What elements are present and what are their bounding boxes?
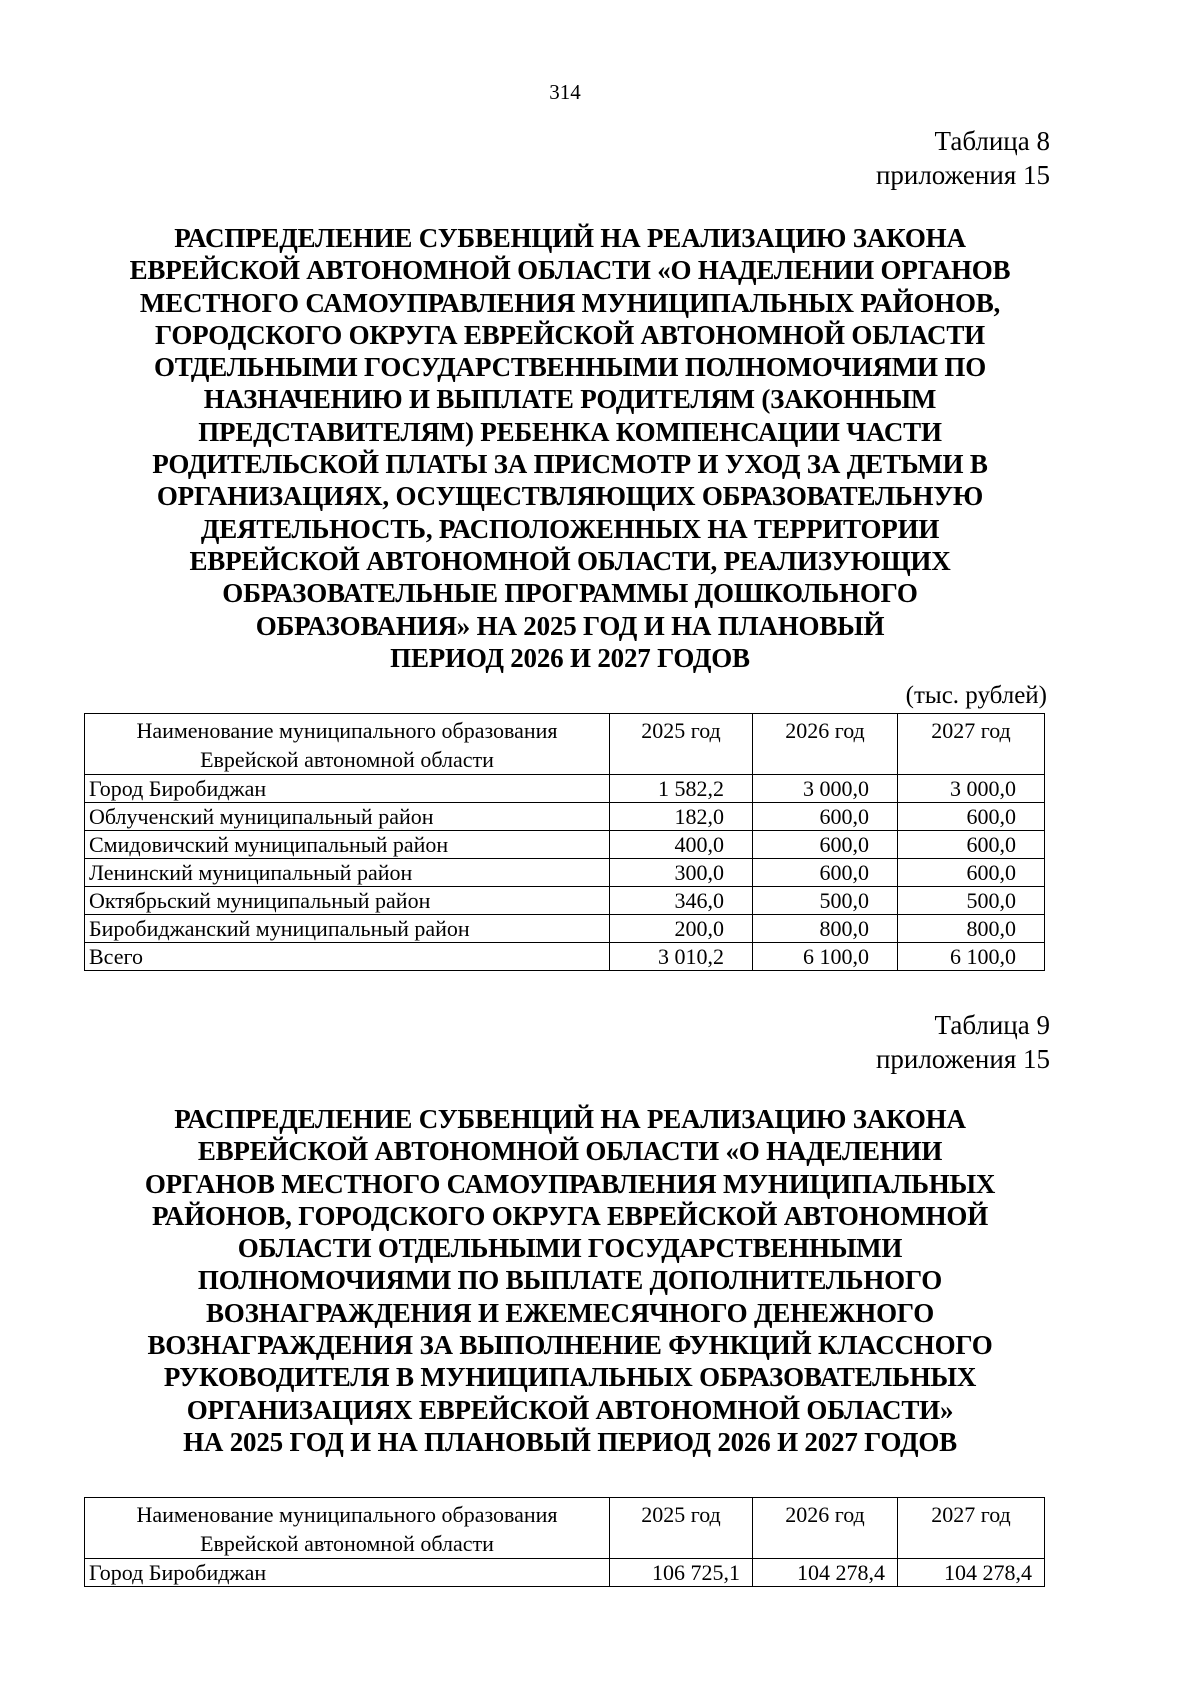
table-row xyxy=(85,803,1045,831)
table-row xyxy=(85,915,1045,943)
title-line: ОТДЕЛЬНЫМИ ГОСУДАРСТВЕННЫМИ ПОЛНОМОЧИЯМИ ПО xyxy=(153,352,987,383)
title-line: ОБРАЗОВАНИЯ» НА 2025 ГОД И НА ПЛАНОВЫЙ xyxy=(255,610,885,641)
header-name-line2: Еврейской автономной области xyxy=(200,747,494,772)
table-row xyxy=(85,831,1045,859)
row-2027: 104 278,4 xyxy=(898,1559,1045,1587)
table9-caption-line1: Таблица 9 xyxy=(934,1010,1050,1040)
header-name-cell xyxy=(85,714,610,775)
table-row xyxy=(85,1559,1045,1587)
row-2025: 1 582,2 xyxy=(610,775,753,803)
title-line: НАЗНАЧЕНИЮ И ВЫПЛАТЕ РОДИТЕЛЯМ (ЗАКОННЫМ xyxy=(203,384,937,415)
table9-caption-line2: приложения 15 xyxy=(875,1044,1050,1074)
table8-grid xyxy=(84,713,1045,971)
title-line: ГОРОДСКОГО ОКРУГА ЕВРЕЙСКОЙ АВТОНОМНОЙ ОБЛАСТИ xyxy=(155,319,985,350)
header-2027: 2027 год xyxy=(898,714,1045,775)
header-name-cell xyxy=(85,1498,610,1559)
row-name: Ленинский муниципальный район xyxy=(85,859,610,887)
row-2026: 3 000,0 xyxy=(753,775,898,803)
table-total-row xyxy=(85,943,1045,971)
row-name: Смидовичский муниципальный район xyxy=(85,831,610,859)
row-2025: 3 010,2 xyxy=(610,943,753,971)
title-line: ЕВРЕЙСКОЙ АВТОНОМНОЙ ОБЛАСТИ «О НАДЕЛЕНИИ xyxy=(197,1136,943,1167)
title-line: РАЙОНОВ, ГОРОДСКОГО ОКРУГА ЕВРЕЙСКОЙ АВТОНОМНОЙ xyxy=(151,1200,989,1231)
title-line: ОРГАНИЗАЦИЯХ, ОСУЩЕСТВЛЯЮЩИХ ОБРАЗОВАТЕЛЬНУЮ xyxy=(156,481,984,512)
row-name: Город Биробиджан xyxy=(85,1559,610,1587)
title-line: РАСПРЕДЕЛЕНИЕ СУБВЕНЦИЙ НА РЕАЛИЗАЦИЮ ЗАКОНА xyxy=(174,223,966,253)
title-line: ДЕЯТЕЛЬНОСТЬ, РАСПОЛОЖЕННЫХ НА ТЕРРИТОРИИ xyxy=(200,513,940,544)
header-2026: 2026 год xyxy=(753,714,898,775)
table8-title xyxy=(90,222,1050,674)
row-2025: 400,0 xyxy=(610,831,753,859)
title-line: МЕСТНОГО САМОУПРАВЛЕНИЯ МУНИЦИПАЛЬНЫХ РАЙОНОВ, xyxy=(139,287,1001,318)
title-line: РОДИТЕЛЬСКОЙ ПЛАТЫ ЗА ПРИСМОТР И УХОД ЗА ДЕТЬМИ В xyxy=(152,449,988,480)
table8-unit-label: (тыс. рублей) xyxy=(905,682,1047,709)
row-name: Город Биробиджан xyxy=(85,775,610,803)
title-line: РАСПРЕДЕЛЕНИЕ СУБВЕНЦИЙ НА РЕАЛИЗАЦИЮ ЗАКОНА xyxy=(174,1104,966,1134)
table9-title xyxy=(90,1103,1050,1458)
row-name: Всего xyxy=(85,943,610,971)
row-2027: 600,0 xyxy=(898,859,1045,887)
title-line: ОРГАНОВ МЕСТНОГО САМОУПРАВЛЕНИЯ МУНИЦИПАЛЬНЫХ xyxy=(144,1168,996,1199)
row-2027: 600,0 xyxy=(898,803,1045,831)
row-2027: 500,0 xyxy=(898,887,1045,915)
header-name-line1: Наименование муниципального образования xyxy=(136,1502,558,1527)
title-line: ПРЕДСТАВИТЕЛЯМ) РЕБЕНКА КОМПЕНСАЦИИ ЧАСТИ xyxy=(198,416,942,447)
row-2027: 800,0 xyxy=(898,915,1045,943)
title-line: ЕВРЕЙСКОЙ АВТОНОМНОЙ ОБЛАСТИ, РЕАЛИЗУЮЩИХ xyxy=(189,545,951,576)
row-2026: 600,0 xyxy=(753,831,898,859)
table-row xyxy=(85,887,1045,915)
table8-caption-line2: приложения 15 xyxy=(875,160,1050,190)
row-name: Облученский муниципальный район xyxy=(85,803,610,831)
row-name: Октябрьский муниципальный район xyxy=(85,887,610,915)
table9-caption xyxy=(876,1008,1050,1076)
table9-grid xyxy=(84,1497,1045,1587)
header-2025: 2025 год xyxy=(610,1498,753,1559)
title-line: ВОЗНАГРАЖДЕНИЯ ЗА ВЫПОЛНЕНИЕ ФУНКЦИЙ КЛАССНОГО xyxy=(147,1330,993,1361)
header-name-line1: Наименование муниципального образования xyxy=(136,718,558,743)
row-2027: 6 100,0 xyxy=(898,943,1045,971)
title-line: ПЕРИОД 2026 И 2027 ГОДОВ xyxy=(390,642,750,673)
row-2026: 500,0 xyxy=(753,887,898,915)
title-line: НА 2025 ГОД И НА ПЛАНОВЫЙ ПЕРИОД 2026 И 2027 ГОДОВ xyxy=(183,1426,957,1457)
table-header-row xyxy=(85,714,1045,775)
title-line: ОРГАНИЗАЦИЯХ ЕВРЕЙСКОЙ АВТОНОМНОЙ ОБЛАСТИ» xyxy=(186,1394,954,1425)
header-2025: 2025 год xyxy=(610,714,753,775)
header-2026: 2026 год xyxy=(753,1498,898,1559)
row-2026: 104 278,4 xyxy=(753,1559,898,1587)
row-name: Биробиджанский муниципальный район xyxy=(85,915,610,943)
header-2027: 2027 год xyxy=(898,1498,1045,1559)
page-number: 314 xyxy=(549,80,581,104)
row-2026: 600,0 xyxy=(753,803,898,831)
row-2025: 346,0 xyxy=(610,887,753,915)
row-2026: 800,0 xyxy=(753,915,898,943)
title-line: ЕВРЕЙСКОЙ АВТОНОМНОЙ ОБЛАСТИ «О НАДЕЛЕНИИ ОРГАНОВ xyxy=(129,255,1011,286)
row-2027: 600,0 xyxy=(898,831,1045,859)
row-2025: 182,0 xyxy=(610,803,753,831)
table-row xyxy=(85,859,1045,887)
row-2026: 600,0 xyxy=(753,859,898,887)
row-2027: 3 000,0 xyxy=(898,775,1045,803)
title-line: ОБРАЗОВАТЕЛЬНЫЕ ПРОГРАММЫ ДОШКОЛЬНОГО xyxy=(222,578,918,609)
row-2025: 200,0 xyxy=(610,915,753,943)
title-line: ПОЛНОМОЧИЯМИ ПО ВЫПЛАТЕ ДОПОЛНИТЕЛЬНОГО xyxy=(197,1265,943,1296)
header-name-line2: Еврейской автономной области xyxy=(200,1531,494,1556)
table8-caption xyxy=(876,124,1050,192)
row-2025: 106 725,1 xyxy=(610,1559,753,1587)
title-line: ВОЗНАГРАЖДЕНИЯ И ЕЖЕМЕСЯЧНОГО ДЕНЕЖНОГО xyxy=(205,1297,935,1328)
title-line: ОБЛАСТИ ОТДЕЛЬНЫМИ ГОСУДАРСТВЕННЫМИ xyxy=(237,1233,903,1264)
table8-caption-line1: Таблица 8 xyxy=(934,126,1050,156)
table-row xyxy=(85,775,1045,803)
row-2025: 300,0 xyxy=(610,859,753,887)
table-header-row xyxy=(85,1498,1045,1559)
title-line: РУКОВОДИТЕЛЯ В МУНИЦИПАЛЬНЫХ ОБРАЗОВАТЕЛЬНЫХ xyxy=(163,1362,977,1393)
row-2026: 6 100,0 xyxy=(753,943,898,971)
